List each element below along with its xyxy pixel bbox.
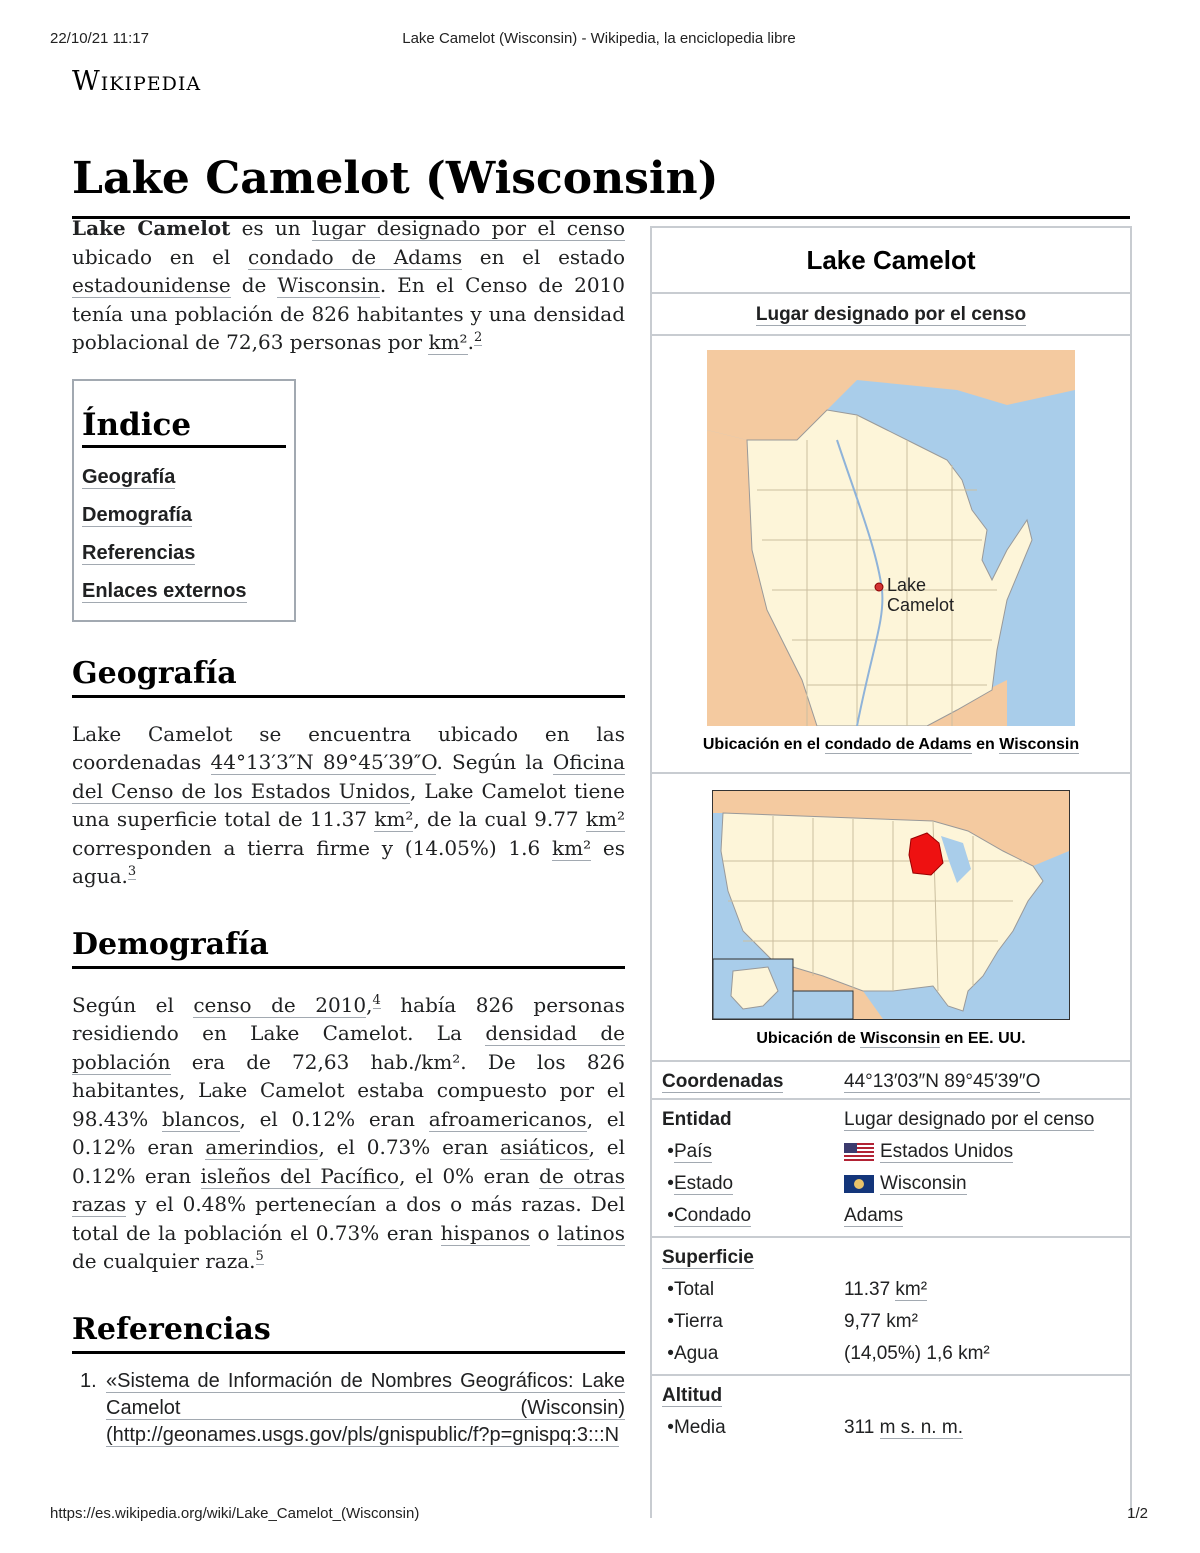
toc-item-referencias[interactable]: Referencias — [82, 541, 196, 564]
demo-text: había 826 personas residiendo en Lake Camelot. La — [72, 992, 625, 1045]
intro-text: de — [230, 273, 278, 297]
link-oficina-censo[interactable]: Oficina del Censo de los Estados Unidos — [72, 750, 625, 803]
map-location-marker — [875, 583, 883, 591]
map2-caption: Ubicación de Wisconsin en EE. UU. — [756, 1030, 1026, 1047]
map-marker-label: Camelot — [887, 595, 955, 615]
caption-link-wisconsin[interactable]: Wisconsin — [999, 736, 1080, 753]
media-label: •Media — [662, 1417, 726, 1438]
usa-flag-icon — [844, 1143, 874, 1161]
demo-text: de cualquier raza. — [72, 1249, 256, 1273]
link-condado-adams[interactable]: condado de Adams — [248, 244, 463, 269]
pais-label[interactable]: •País — [662, 1141, 712, 1162]
condado-label[interactable]: •Condado — [662, 1205, 752, 1226]
wikipedia-wordmark[interactable]: Wikipedia — [72, 66, 202, 97]
heading-referencias: Referencias — [72, 1312, 625, 1354]
demo-text: , el 0% eran — [399, 1163, 540, 1188]
print-window-title: Lake Camelot (Wisconsin) - Wikipedia, la enciclopedia libre — [402, 30, 796, 47]
condado-value[interactable]: Adams — [844, 1205, 904, 1226]
demo-text: o — [529, 1220, 558, 1245]
map1-caption: Ubicación en el condado de Adams en Wisconsin — [702, 736, 1080, 753]
reference-link[interactable]: «Sistema de Información de Nombres Geográficos: Lake Camelot (Wisconsin) (http://geonames.usgs.gov/pls/gnispublic/f?p=gnispq:3:::N — [106, 1369, 625, 1446]
infobox-subtitle[interactable]: Lugar designado por el censo — [652, 294, 1130, 336]
print-url: https://es.wikipedia.org/wiki/Lake_Camelot_(Wisconsin) — [50, 1505, 420, 1522]
coordenadas-value[interactable]: 44°13′03″N 89°45′39″O — [844, 1071, 1041, 1092]
caption-link-adams[interactable]: condado de Adams — [824, 736, 972, 753]
flag-stripe — [844, 1155, 874, 1157]
geo-text: es agua. — [72, 835, 625, 888]
link-msnm[interactable]: m s. n. m. — [879, 1417, 963, 1438]
geo-text: Lake Camelot se encuentra ubicado en las coordenadas — [72, 721, 625, 774]
intro-text: . En el Censo de 2010 tenía una población de 826 habitantes y una densidad poblacional de 72,63 personas por — [72, 273, 625, 354]
link-km2[interactable]: km² — [428, 330, 468, 354]
pais-value[interactable]: Estados Unidos — [834, 1136, 1130, 1168]
infobox-data-table — [652, 1062, 1130, 1444]
entidad-label: Entidad — [652, 1099, 834, 1136]
link-km2[interactable]: km² — [895, 1279, 928, 1300]
print-footer — [50, 1505, 1148, 1525]
link-latinos[interactable]: latinos — [557, 1220, 625, 1245]
link-hispanos[interactable]: hispanos — [440, 1220, 530, 1245]
link-densidad[interactable]: densidad de población — [72, 1021, 625, 1074]
wisconsin-flag-icon — [844, 1175, 874, 1193]
article-content — [72, 214, 625, 1449]
references-list — [72, 1368, 625, 1449]
map-marker-label: Lake — [887, 575, 927, 595]
wisconsin-map-section — [652, 336, 1130, 774]
link-coordenadas[interactable]: 44°13′3″N 89°45′39″O — [210, 750, 437, 774]
infobox-title: Lake Camelot — [652, 228, 1130, 294]
demo-text: y el 0.48% pertenecían a dos o más razas. Del total de la población el 0.73% eran — [72, 1192, 625, 1245]
usa-map-section — [652, 774, 1130, 1062]
table-of-contents — [72, 379, 296, 622]
link-islenos[interactable]: isleños del Pacífico — [200, 1163, 400, 1188]
reference-number: 1. — [80, 1369, 97, 1392]
link-censo-2010[interactable]: censo de 2010 — [193, 992, 367, 1017]
flag-canton — [844, 1143, 857, 1153]
intro-text: . — [467, 330, 474, 354]
heading-geografia: Geografía — [72, 656, 625, 698]
link-wisconsin[interactable]: Wisconsin — [277, 273, 380, 297]
total-label: •Total — [662, 1279, 715, 1300]
ref-link-2[interactable]: 2 — [473, 330, 483, 346]
link-otras-razas[interactable]: de otras razas — [72, 1163, 626, 1216]
demo-text: , — [366, 992, 373, 1017]
link-km2[interactable]: km² — [552, 835, 592, 860]
flag-stripe — [844, 1159, 874, 1161]
demo-text: , el 0.12% eran — [72, 1106, 626, 1159]
geo-text: , de la cual 9.77 — [413, 807, 586, 831]
agua-value: (14,05%) 1,6 km² — [844, 1343, 990, 1364]
demografia-paragraph — [72, 991, 625, 1276]
link-afroamericanos[interactable]: afroamericanos — [428, 1106, 587, 1131]
link-estadounidense[interactable]: estadounidense — [72, 273, 231, 297]
entidad-value[interactable]: Lugar designado por el censo — [834, 1099, 1130, 1136]
link-amerindios[interactable]: amerindios — [205, 1135, 319, 1159]
tierra-value: 9,77 km² — [844, 1311, 918, 1332]
tierra-label: •Tierra — [662, 1311, 723, 1332]
link-km2[interactable]: km² — [374, 807, 414, 831]
toc-item-enlaces-externos[interactable]: Enlaces externos — [82, 579, 247, 602]
print-datetime: 22/10/21 11:17 — [50, 30, 149, 47]
heading-demografia: Demografía — [72, 927, 625, 969]
demo-text: , el 0.12% eran — [72, 1135, 625, 1188]
ref-link-3[interactable]: 3 — [127, 864, 137, 880]
page-title: Lake Camelot (Wisconsin) — [72, 153, 1130, 219]
intro-text: en el estado — [462, 244, 625, 269]
ref-link-5[interactable]: 5 — [255, 1249, 264, 1265]
toc-title: Índice — [82, 407, 286, 448]
toc-item-geografia[interactable]: Geografía — [82, 465, 176, 488]
geo-text: corresponden a tierra firme y (14.05%) 1.6 — [72, 835, 553, 860]
wisconsin-locator-map[interactable] — [707, 350, 1075, 726]
link-blancos[interactable]: blancos — [162, 1106, 240, 1131]
toc-item-demografia[interactable]: Demografía — [82, 503, 193, 526]
demo-text: era de 72,63 hab./km². De los 826 habitantes, Lake Camelot estaba compuesto por el 98.43% — [72, 1049, 625, 1131]
agua-label: •Agua — [662, 1343, 719, 1364]
geo-text: , Lake Camelot tiene una superficie total de 11.37 — [72, 778, 625, 831]
estado-label[interactable]: •Estado — [662, 1173, 734, 1194]
ref-link-4[interactable]: 4 — [372, 992, 381, 1008]
link-lugar-designado[interactable]: lugar designado por el censo — [311, 216, 625, 240]
intro-paragraph — [72, 214, 625, 357]
usa-locator-map[interactable] — [712, 790, 1070, 1020]
demo-text: Según el — [72, 992, 194, 1017]
usa-map-hawaii-inset — [793, 991, 853, 1019]
coordenadas-label[interactable]: Coordenadas — [662, 1071, 784, 1092]
intro-text: ubicado en el — [72, 244, 249, 269]
link-km2[interactable]: km² — [585, 807, 625, 831]
print-header — [50, 30, 1148, 50]
superficie-label[interactable]: Superficie — [652, 1237, 1130, 1274]
media-value: 311 m s. n. m. — [844, 1417, 963, 1438]
flag-seal — [854, 1179, 864, 1189]
total-value: 11.37 km² — [844, 1279, 928, 1300]
intro-bold-name: Lake Camelot — [72, 216, 231, 240]
demo-text: , el 0.12% eran — [239, 1106, 429, 1131]
link-asiaticos[interactable]: asiáticos — [500, 1135, 589, 1159]
caption-link-wisconsin[interactable]: Wisconsin — [860, 1030, 941, 1047]
estado-value[interactable]: Wisconsin — [834, 1168, 1130, 1200]
demo-text: , el 0.73% eran — [318, 1135, 501, 1159]
geografia-paragraph — [72, 720, 625, 891]
geo-text: . Según la — [436, 750, 553, 774]
altitud-label[interactable]: Altitud — [652, 1375, 1130, 1412]
infobox — [650, 226, 1132, 1518]
print-page-number: 1/2 — [1127, 1505, 1148, 1522]
intro-text: es un — [230, 216, 312, 240]
